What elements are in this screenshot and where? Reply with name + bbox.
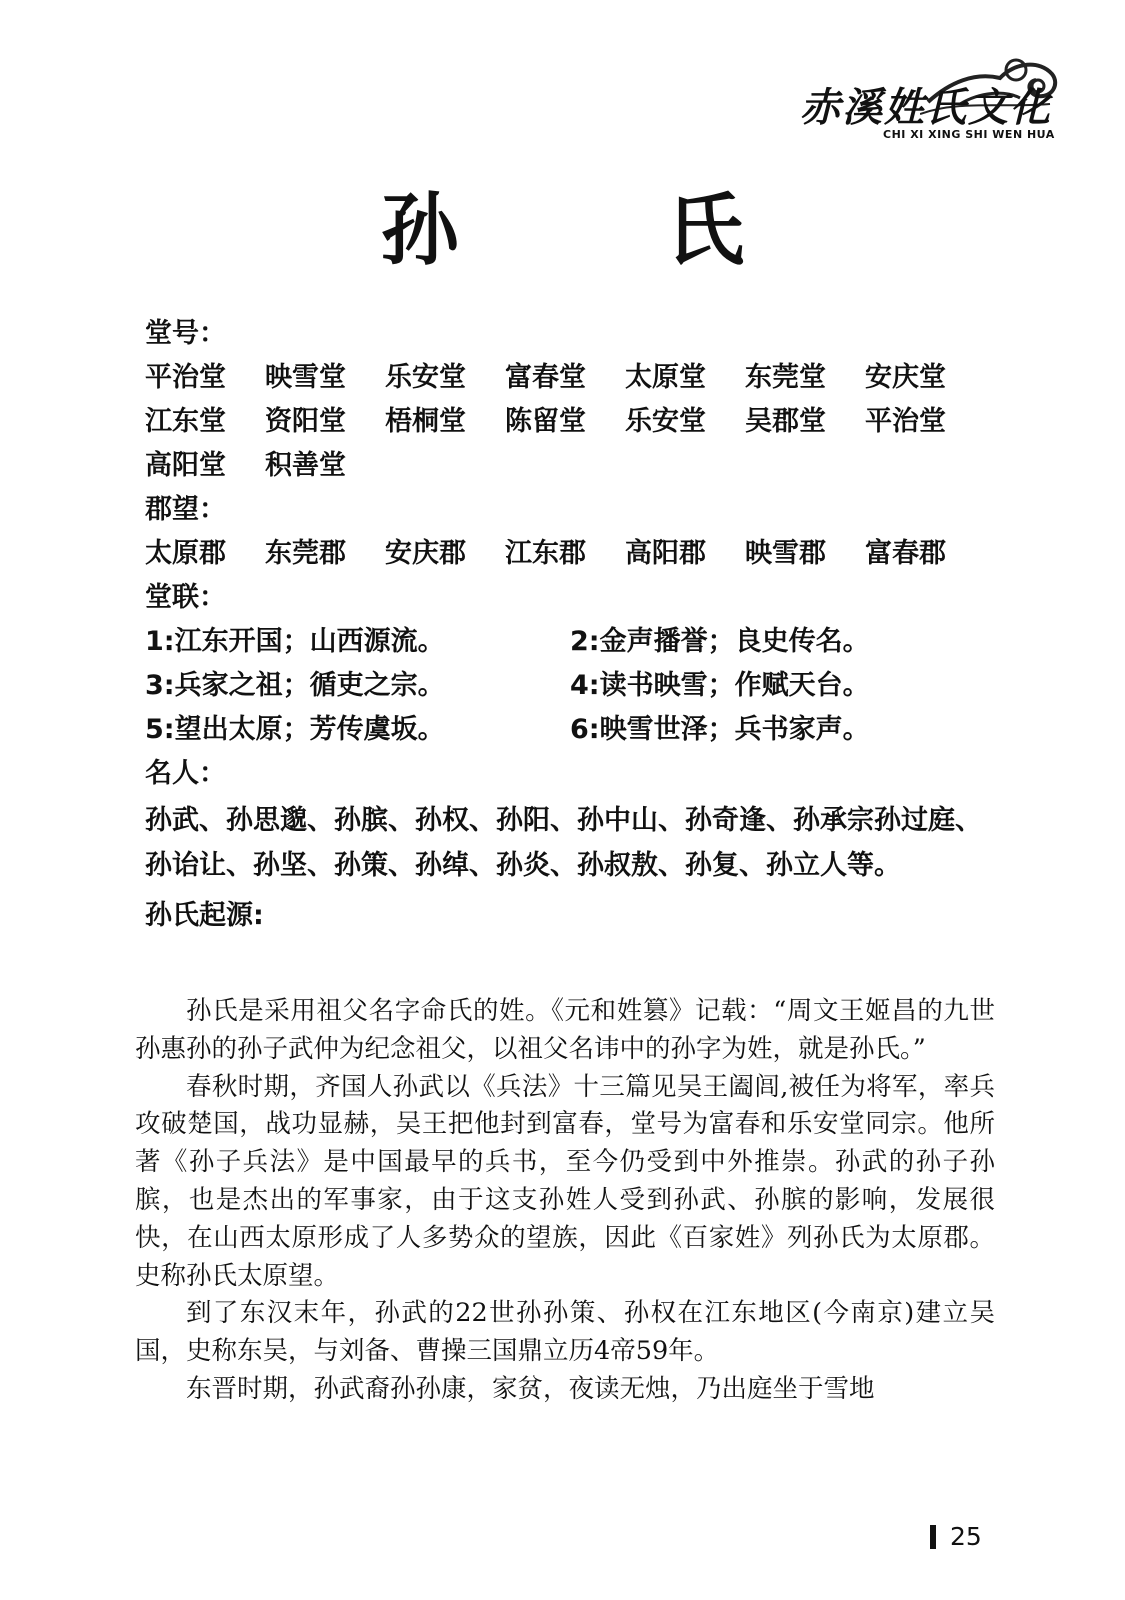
origin-body — [135, 993, 995, 1409]
hall-name: 东莞堂 — [745, 362, 826, 393]
content — [145, 312, 1005, 938]
origin-heading: 孙氏起源: — [145, 900, 264, 931]
hall-name: 江东堂 — [145, 406, 226, 437]
hall-names-label: 堂号： — [145, 318, 226, 349]
prefecture-name: 富春郡 — [865, 538, 946, 569]
header-logo-text: 赤溪姓氏文化 — [800, 84, 1052, 131]
celebrities-list: 孙武、孙思邈、孙膑、孙权、孙阳、孙中山、孙奇逢、孙承宗孙过庭、孙诒让、孙坚、孙策、孙绰、孙炎、孙叔敖、孙复、孙立人等。 — [145, 805, 982, 881]
hall-name: 资阳堂 — [265, 406, 346, 437]
origin-paragraph: 孙氏是采用祖父名字命氏的姓。《元和姓篡》记载：“周文王姬昌的九世孙惠孙的孙子武仲为纪念祖父，以祖父名讳中的孙字为姓，就是孙氏。” — [135, 996, 995, 1064]
couplet-item: 5:望出太原；芳传虞坂。 — [145, 714, 445, 745]
page-number-bar — [930, 1525, 936, 1549]
page-title: 孙 氏 — [380, 185, 835, 276]
hall-name: 安庆堂 — [865, 362, 946, 393]
couplet-item: 6:映雪世泽；兵书家声。 — [570, 714, 870, 745]
header-logo-subtitle: CHI XI XING SHI WEN HUA — [883, 128, 1055, 141]
hall-names-row-3 — [145, 444, 1005, 488]
prefecture-name: 安庆郡 — [385, 538, 466, 569]
hall-name: 乐安堂 — [385, 362, 466, 393]
prefectures-label: 郡望： — [145, 494, 226, 525]
couplet-item: 4:读书映雪；作赋天台。 — [570, 670, 870, 701]
hall-name: 映雪堂 — [265, 362, 346, 393]
couplet-item: 1:江东开国；山西源流。 — [145, 626, 445, 657]
prefecture-name: 江东郡 — [505, 538, 586, 569]
prefecture-name: 映雪郡 — [745, 538, 826, 569]
origin-paragraph: 春秋时期，齐国人孙武以《兵法》十三篇见吴王阖闾,被任为将军，率兵攻破楚国，战功显赫，吴王把他封到富春，堂号为富春和乐安堂同宗。他所著《孙子兵法》是中国最早的兵书，至今仍受到中外推崇。孙武的孙子孙膑，也是杰出的军事家，由于这支孙姓人受到孙武、孙膑的影响，发展很快，在山西太原形成了人多势众的望族，因此《百家姓》列孙氏为太原郡。史称孙氏太原望。 — [135, 1071, 995, 1291]
hall-name: 高阳堂 — [145, 450, 226, 481]
couplets-label: 堂联： — [145, 582, 226, 613]
hall-name: 吴郡堂 — [745, 406, 826, 437]
prefecture-name: 太原郡 — [145, 538, 226, 569]
hall-name: 太原堂 — [625, 362, 706, 393]
prefecture-name: 高阳郡 — [625, 538, 706, 569]
celebrities-label: 名人： — [145, 758, 226, 789]
hall-name: 乐安堂 — [625, 406, 706, 437]
couplets-list — [145, 620, 1005, 752]
couplet-item: 2:金声播誉；良史传名。 — [570, 626, 870, 657]
prefectures-row — [145, 532, 1005, 576]
hall-names-row-1 — [145, 356, 1005, 400]
hall-name: 陈留堂 — [505, 406, 586, 437]
origin-paragraph: 东晋时期，孙武裔孙孙康，家贫，夜读无烛，乃出庭坐于雪地 — [186, 1373, 875, 1404]
header-logo — [800, 42, 1060, 142]
couplet-item: 3:兵家之祖；循吏之宗。 — [145, 670, 445, 701]
hall-name: 积善堂 — [265, 450, 346, 481]
hall-names-row-2 — [145, 400, 1005, 444]
origin-paragraph: 到了东汉末年，孙武的22世孙孙策、孙权在江东地区(今南京)建立吴国，史称东吴，与刘备、曹操三国鼎立历4帝59年。 — [135, 1298, 995, 1367]
page-number-text: 25 — [950, 1522, 982, 1551]
hall-name: 平治堂 — [145, 362, 226, 393]
hall-name: 梧桐堂 — [385, 406, 466, 437]
page-number — [930, 1522, 982, 1551]
prefecture-name: 东莞郡 — [265, 538, 346, 569]
hall-name: 富春堂 — [505, 362, 586, 393]
hall-name: 平治堂 — [865, 406, 946, 437]
